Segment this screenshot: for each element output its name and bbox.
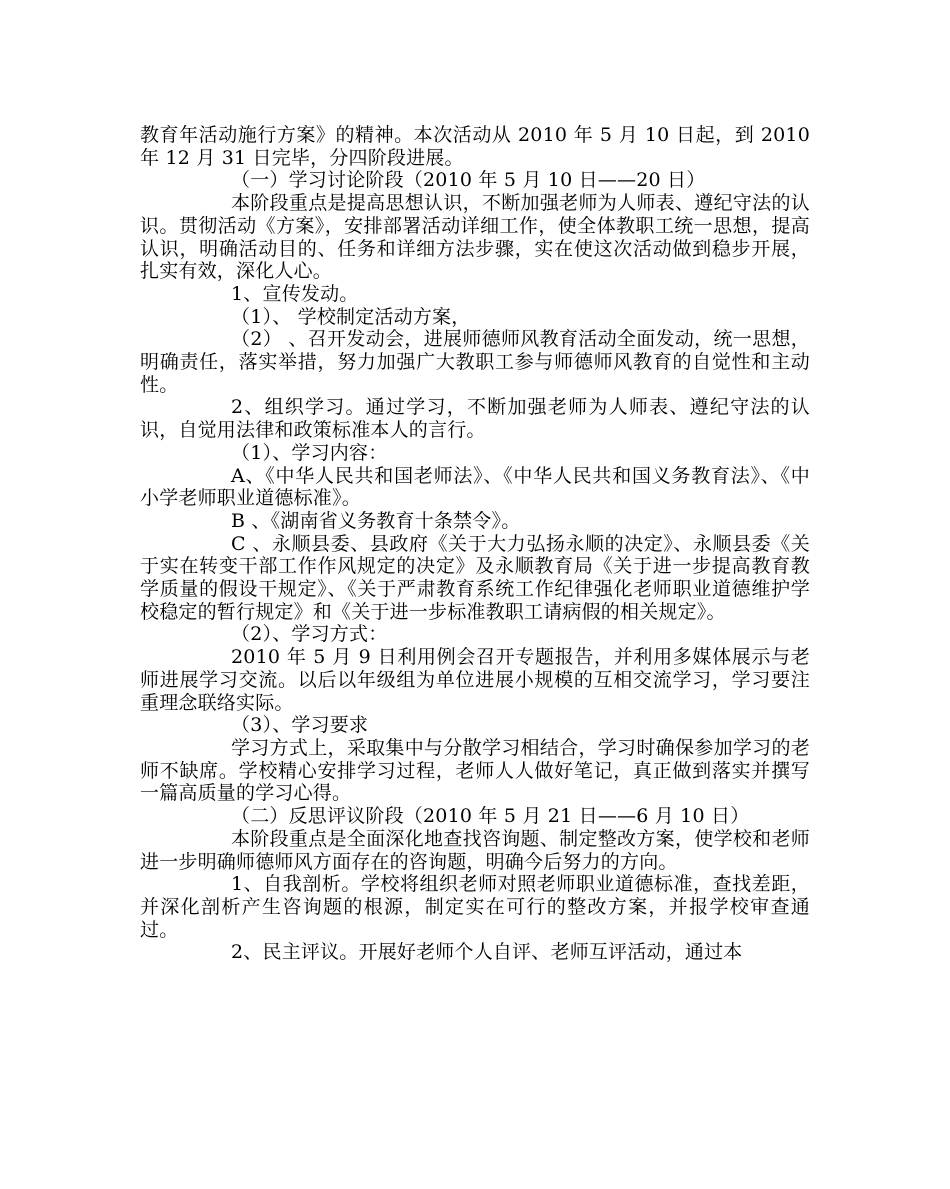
- document-body: [140, 124, 810, 964]
- sub-item-study-content: （1）、学习内容：: [231, 441, 388, 464]
- paragraph-3: 本阶段重点是提高思想认识，不断加强老师为人师表、遵纪守法的认识。贯彻活动《方案》，安排部署活动详细工作，使全体教职工统一思想，提高认识，明确活动目的、任务和详细方法步骤，实在使这次活动做到稳步开展，扎实有效，深化人心。: [140, 192, 810, 283]
- paragraph-study-requirements: 学习方式上，采取集中与分散学习相结合，学习时确保参加学习的老师不缺席。学校精心安排学习过程，老师人人做好笔记，真正做到落实并撰写一篇高质量的学习心得。: [140, 736, 810, 805]
- list-item-democratic-review: 2、民主评议。开展好老师个人自评、老师互评活动，通过本: [231, 941, 743, 964]
- item-a: A、《中华人民共和国老师法》、《中华人民共和国义务教育法》、《中小学老师职业道德标准》。: [140, 464, 810, 510]
- list-item-self-analysis: 1、自我剖析。学校将组织老师对照老师职业道德标准，查找差距，并深化剖析产生咨询题的根源，制定实在可行的整改方案，并报学校审查通过。: [140, 873, 810, 941]
- sub-item-study-requirements: （3）、学习要求: [231, 714, 369, 737]
- list-item-1: 1、宣传发动。: [231, 282, 359, 305]
- paragraph-study-method: 2010 年 5 月 9 日利用例会召开专题报告，并利用多媒体展示与老师进展学习交流。以后以年级组为单位进展小规模的互相交流学习，学习要注重理念联络实际。: [140, 646, 810, 714]
- sub-item-1: （1）、 学校制定活动方案，: [231, 305, 471, 328]
- list-item-2: 2、组织学习。通过学习，不断加强老师为人师表、遵纪守法的认识，自觉用法律和政策标准本人的言行。: [140, 396, 810, 442]
- section-heading-2: （二）反思评议阶段（2010 年 5 月 21 日——6 月 10 日）: [231, 805, 750, 828]
- paragraph-section-2: 本阶段重点是全面深化地查找咨询题、制定整改方案，使学校和老师进一步明确师德师风方面存在的咨询题，明确今后努力的方向。: [140, 827, 810, 873]
- section-heading-1: （一）学习讨论阶段（2010 年 5 月 10 日——20 日）: [231, 169, 706, 192]
- paragraph-1: 教育年活动施行方案》的精神。本次活动从 2010 年 5 月 10 日起，到 2010 年 12 月 31 日完毕，分四阶段进展。: [140, 124, 810, 169]
- sub-item-2: （2） 、召开发动会，进展师德师风教育活动全面发动，统一思想，明确责任，落实举措，努力加强广大教职工参与师德师风教育的自觉性和主动性。: [140, 328, 810, 396]
- item-c: C 、永顺县委、县政府《关于大力弘扬永顺的决定》、永顺县委《关于实在转变干部工作作风规定的决定》及永顺教育局《关于进一步提高教育教学质量的假设干规定》、《关于严肃教育系统工作纪律强化老师职业道德维护学校稳定的暂行规定》和《关于进一步标准教职工请病假的相关规定》。: [140, 532, 810, 623]
- item-b: B 、《湖南省义务教育十条禁令》。: [231, 509, 521, 532]
- sub-item-study-method: （2）、学习方式：: [231, 623, 388, 646]
